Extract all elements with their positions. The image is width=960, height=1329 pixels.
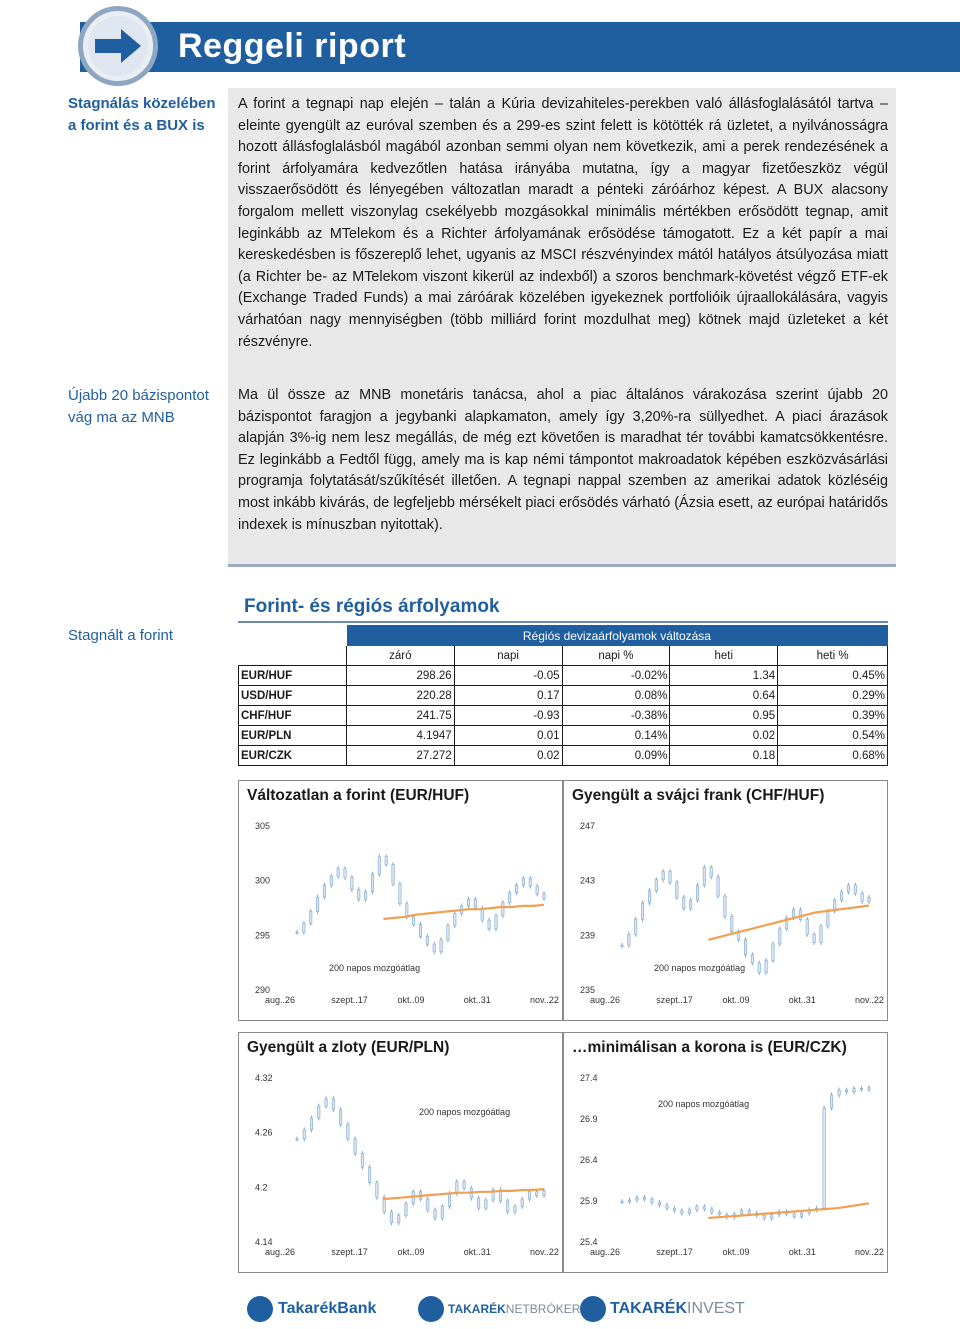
y-tick-label: 27.4: [580, 1073, 598, 1083]
price-candle: [378, 857, 380, 874]
price-candle: [303, 923, 305, 932]
price-candle: [748, 1211, 750, 1213]
y-tick-label: 25.9: [580, 1196, 598, 1206]
price-candle: [318, 1106, 320, 1118]
x-tick-label: szept..17: [331, 1247, 368, 1257]
price-candle: [635, 919, 637, 934]
brand-invest-b: INVEST: [687, 1300, 745, 1317]
chart-eur-huf: [238, 780, 563, 1021]
price-candle: [347, 1124, 349, 1139]
price-candle: [676, 882, 678, 897]
price-candle: [648, 891, 650, 903]
price-candle: [758, 963, 760, 973]
brand-netbroker-b: NETBRÓKER: [505, 1302, 581, 1316]
x-tick-label: okt..31: [788, 995, 816, 1005]
y-tick-label: 4.2: [255, 1182, 268, 1193]
price-candle: [390, 1212, 392, 1223]
x-tick-label: aug..26: [590, 1247, 621, 1257]
price-candle: [689, 900, 691, 908]
price-candle: [392, 864, 394, 884]
takarekbank-logo-icon: [247, 1296, 273, 1322]
y-tick-label: 295: [255, 930, 271, 941]
fx-header-cell: napi: [454, 646, 562, 666]
paragraph-1: A forint a tegnapi nap elején – talán a Kúria devizahiteles-perekben való állásfoglalásától tartva – eleinte gyengült az euróval szemben és a 299-es szint felett is kötötték rá üzletet, a nyilvánosságra hozott állásfoglalásból magából azonban semmi olyan nem következik, ami a perek rendezésének a forint árfolyamára kedvezőtlen hatása irányába mutatna, így a magyar fizetőeszköz végül visszaerősödött és lényegében változatlan maradt a pénteki záróárhoz képest. A BUX alacsony forgalom mellett viszonylag csekélyebb mozgásokkal minimális mértékben erősödött tegnap, amit leginkább az MTelekom és a Richter árfolyamának erősödése támogatott. Ez a két papír a mai kereskedésben is főszereplő lehet, ugyanis az MSCI részvényindex mától hatályos átsúlyozása miatt (a Richter be- az MTelekom viszont kikerül az indexből) a szoros benchmark-követést végző ETF-ek (Exchange Traded Funds) a mai záróárak közelében igyekeznek portfolióik újraallokálására, vagyis várhatóan nagy mennyiségben (több milliárd forint mozdulhat meg) kötnek majd üzleteket a két részvényre.: [238, 96, 888, 350]
price-candle: [744, 940, 746, 955]
y-tick-label: 239: [580, 930, 596, 941]
price-candle: [361, 1154, 363, 1168]
price-candle: [385, 857, 387, 865]
price-candle: [861, 893, 863, 901]
table-row: [239, 666, 888, 686]
price-candle: [628, 934, 630, 945]
price-candle: [827, 911, 829, 926]
x-tick-label: nov..22: [530, 1247, 559, 1257]
table-cell: 0.39%: [778, 706, 888, 726]
price-candle: [806, 919, 808, 934]
price-candle: [628, 1200, 630, 1202]
price-candle: [847, 885, 849, 892]
price-candle: [376, 1183, 378, 1198]
price-candle: [463, 1182, 465, 1188]
price-candle: [711, 1209, 713, 1212]
table-cell: -0.93: [454, 706, 562, 726]
price-candle: [434, 1210, 436, 1218]
brand-invest-a: TAKARÉK: [610, 1300, 688, 1317]
table-cell: 298.26: [346, 666, 454, 686]
price-candle: [621, 1202, 623, 1203]
table-cell: -0.05: [454, 666, 562, 686]
table-cell: 0.08%: [562, 686, 670, 706]
price-candle: [683, 897, 685, 908]
price-candle: [427, 1199, 429, 1210]
price-candle: [838, 1090, 840, 1095]
price-candle: [853, 1088, 855, 1091]
chart-title: Változatlan a forint (EUR/HUF): [247, 787, 470, 804]
price-candle: [662, 871, 664, 879]
x-tick-label: okt..09: [722, 995, 750, 1005]
price-candle: [406, 904, 408, 917]
arrow-logo-icon: [78, 6, 158, 86]
price-candle: [751, 955, 753, 963]
chart-title: Gyengült a svájci frank (CHF/HUF): [572, 787, 825, 804]
price-candle: [703, 1207, 705, 1209]
price-candle: [854, 885, 856, 893]
price-candle: [717, 877, 719, 896]
chart-plot: [564, 1033, 889, 1274]
price-candle: [710, 867, 712, 877]
price-candle: [673, 1208, 675, 1210]
x-tick-label: okt..31: [463, 995, 491, 1005]
price-candle: [344, 869, 346, 878]
y-tick-label: 4.26: [255, 1127, 273, 1138]
table-row: [239, 746, 888, 766]
price-candle: [447, 926, 449, 940]
currency-pair: EUR/CZK: [239, 746, 347, 766]
price-candle: [636, 1198, 638, 1200]
currency-pair: EUR/HUF: [239, 666, 347, 686]
price-candle: [536, 1192, 538, 1196]
price-candle: [543, 894, 545, 898]
price-candle: [358, 890, 360, 900]
price-candle: [351, 877, 353, 889]
price-candle: [765, 960, 767, 972]
price-candle: [488, 920, 490, 929]
price-candle: [454, 914, 456, 926]
y-tick-label: 4.32: [255, 1073, 273, 1083]
price-candle: [763, 1216, 765, 1218]
side-heading-1: Stagnálás közelében a forint és a BUX is: [68, 95, 216, 134]
price-candle: [651, 1199, 653, 1202]
brand-invest: [610, 1300, 745, 1318]
y-tick-label: 290: [255, 985, 271, 995]
price-candle: [399, 884, 401, 904]
table-cell: -0.38%: [562, 706, 670, 726]
chart-eur-czk: [563, 1032, 888, 1273]
x-tick-label: okt..31: [788, 1247, 816, 1257]
x-tick-label: nov..22: [530, 995, 559, 1005]
price-candle: [688, 1210, 690, 1213]
price-candle: [643, 1198, 645, 1200]
price-candle: [441, 1206, 443, 1218]
chart-plot: [239, 1033, 564, 1274]
price-candle: [813, 934, 815, 942]
price-candle: [845, 1090, 847, 1092]
fx-table: [238, 625, 888, 766]
side-heading-3: Stagnált a forint: [68, 627, 174, 644]
currency-pair: USD/HUF: [239, 686, 347, 706]
price-candle: [502, 903, 504, 916]
y-tick-label: 4.14: [255, 1237, 273, 1247]
table-cell: 1.34: [670, 666, 778, 686]
price-candle: [655, 880, 657, 891]
price-candle: [820, 926, 822, 942]
price-candle: [800, 1213, 802, 1216]
price-candle: [332, 1099, 334, 1110]
price-candle: [529, 879, 531, 887]
moving-average-label: 200 napos mozgóátlag: [419, 1107, 511, 1117]
section-title: Forint- és régiós árfolyamok: [244, 596, 500, 617]
price-candle: [528, 1192, 530, 1199]
fx-table-caption: Régiós devizaárfolyamok változása: [346, 626, 887, 646]
price-candle: [296, 932, 298, 933]
price-candle: [296, 1139, 298, 1140]
brand-netbroker-a: TAKARÉK: [448, 1302, 506, 1316]
fx-table-caption-row: [239, 626, 888, 646]
y-tick-label: 235: [580, 985, 596, 995]
price-candle: [536, 886, 538, 894]
x-tick-label: szept..17: [656, 1247, 693, 1257]
x-tick-label: okt..09: [397, 995, 425, 1005]
moving-average-line: [708, 1203, 869, 1218]
fx-table-header-row: [239, 646, 888, 666]
price-candle: [515, 885, 517, 893]
table-cell: 241.75: [346, 706, 454, 726]
price-candle: [474, 899, 476, 908]
price-candle: [681, 1211, 683, 1213]
price-candle: [669, 871, 671, 882]
brand-netbroker: [448, 1302, 580, 1316]
moving-average-label: 200 napos mozgóátlag: [329, 963, 421, 973]
price-candle: [310, 911, 312, 923]
price-candle: [696, 1207, 698, 1210]
price-candle: [339, 1110, 341, 1125]
chart-plot: [239, 781, 564, 1022]
chart-chf-huf: [563, 780, 888, 1021]
price-candle: [772, 944, 774, 960]
price-candle: [868, 1088, 870, 1090]
fx-header-cell: napi %: [562, 646, 670, 666]
price-candle: [731, 917, 733, 932]
y-tick-label: 243: [580, 875, 596, 886]
table-cell: 0.68%: [778, 746, 888, 766]
table-cell: 0.17: [454, 686, 562, 706]
chart-plot: [564, 781, 889, 1022]
price-candle: [521, 1199, 523, 1206]
price-candle: [830, 1095, 832, 1108]
price-candle: [325, 1099, 327, 1106]
report-title: Reggeli riport: [178, 27, 407, 65]
price-candle: [440, 940, 442, 952]
x-tick-label: okt..09: [722, 1247, 750, 1257]
price-candle: [779, 929, 781, 944]
table-cell: 0.45%: [778, 666, 888, 686]
price-candle: [658, 1202, 660, 1204]
price-candle: [860, 1088, 862, 1089]
fx-header-cell: heti: [670, 646, 778, 666]
y-tick-label: 25.4: [580, 1237, 598, 1247]
table-cell: 0.01: [454, 726, 562, 746]
price-candle: [337, 869, 339, 877]
price-candle: [793, 1214, 795, 1216]
price-candle: [703, 867, 705, 885]
table-row: [239, 726, 888, 746]
price-candle: [330, 876, 332, 885]
price-candle: [467, 899, 469, 906]
price-candle: [310, 1118, 312, 1130]
fx-header-cell: záró: [346, 646, 454, 666]
price-candle: [514, 1206, 516, 1211]
moving-average-label: 200 napos mozgóátlag: [654, 963, 746, 973]
price-candle: [316, 897, 318, 911]
table-cell: 0.09%: [562, 746, 670, 766]
invest-logo-icon: [580, 1296, 606, 1322]
moving-average-label: 200 napos mozgóátlag: [658, 1099, 750, 1109]
price-candle: [426, 937, 428, 945]
y-tick-label: 305: [255, 821, 271, 831]
chart-title: Gyengült a zloty (EUR/PLN): [247, 1039, 450, 1056]
chart-eur-pln: [238, 1032, 563, 1273]
brand-takarekbank: TakarékBank: [278, 1300, 377, 1317]
price-candle: [364, 892, 366, 900]
x-tick-label: szept..17: [656, 995, 693, 1005]
table-cell: 0.95: [670, 706, 778, 726]
price-candle: [770, 1215, 772, 1218]
price-candle: [433, 944, 435, 952]
table-cell: 0.02: [670, 726, 778, 746]
table-row: [239, 706, 888, 726]
price-candle: [477, 1198, 479, 1208]
table-cell: 0.18: [670, 746, 778, 766]
table-cell: 0.02: [454, 746, 562, 766]
price-candle: [303, 1130, 305, 1139]
table-row: [239, 686, 888, 706]
price-candle: [666, 1205, 668, 1208]
section-rule: [238, 621, 888, 623]
price-candle: [485, 1200, 487, 1208]
x-tick-label: aug..26: [265, 995, 296, 1005]
table-cell: 0.54%: [778, 726, 888, 746]
x-tick-label: szept..17: [331, 995, 368, 1005]
article-divider: [228, 564, 896, 567]
x-tick-label: nov..22: [855, 995, 884, 1005]
price-candle: [621, 945, 623, 946]
price-candle: [718, 1212, 720, 1214]
price-candle: [868, 897, 870, 901]
table-cell: 0.29%: [778, 686, 888, 706]
price-candle: [323, 885, 325, 897]
price-candle: [840, 892, 842, 900]
table-cell: -0.02%: [562, 666, 670, 686]
price-candle: [419, 924, 421, 936]
x-tick-label: aug..26: [265, 1247, 296, 1257]
price-candle: [368, 1167, 370, 1182]
price-candle: [543, 1191, 545, 1196]
price-candle: [354, 1139, 356, 1154]
price-candle: [641, 903, 643, 919]
table-cell: 220.28: [346, 686, 454, 706]
price-candle: [405, 1204, 407, 1216]
chart-title: …minimálisan a korona is (EUR/CZK): [572, 1039, 847, 1056]
y-tick-label: 26.9: [580, 1114, 598, 1124]
side-heading-2: Újabb 20 bázispontot vág ma az MNB: [68, 387, 209, 426]
price-candle: [696, 885, 698, 900]
table-cell: 0.14%: [562, 726, 670, 746]
price-candle: [371, 874, 373, 891]
y-tick-label: 300: [255, 875, 271, 886]
price-candle: [506, 1201, 508, 1212]
price-candle: [508, 893, 510, 903]
price-candle: [448, 1194, 450, 1207]
table-cell: 0.64: [670, 686, 778, 706]
price-candle: [398, 1215, 400, 1222]
y-tick-label: 26.4: [580, 1155, 598, 1165]
price-candle: [412, 917, 414, 925]
table-cell: 4.1947: [346, 726, 454, 746]
price-candle: [823, 1108, 825, 1208]
x-tick-label: nov..22: [855, 1247, 884, 1257]
currency-pair: EUR/PLN: [239, 726, 347, 746]
price-candle: [799, 910, 801, 920]
netbroker-logo-icon: [418, 1296, 444, 1322]
paragraph-2: Ma ül össze az MNB monetáris tanácsa, ahol a piac általános várakozása szerint újabb 20 bázispontot faragjon a jegybanki alapkamaton, amely így 3,20%-ra süllyedhet. A piaci árazások alapján 3%-ig nem lesz megállás, de még ezt követően is maradhat tér további kamatcsökkentésre. Ez leginkább a Fedtől függ, amely ma is kap némi támpontot makroadatok képében eszközvásárlási programja folytatását/szűkítését illetően. A tegnapi nappal szemben az amerikai adatok közléséig most inkább kivárás, de legfeljebb mérsékelt piaci erősödés várható (Ázsia esett, az európai határidős indexek is mínuszban nyitottak).: [238, 387, 888, 533]
x-tick-label: aug..26: [590, 995, 621, 1005]
price-candle: [741, 1211, 743, 1214]
y-tick-label: 247: [580, 821, 596, 831]
footer-logos: [0, 1290, 960, 1326]
currency-pair: CHF/HUF: [239, 706, 347, 726]
table-cell: 27.272: [346, 746, 454, 766]
price-candle: [522, 879, 524, 886]
x-tick-label: okt..31: [463, 1247, 491, 1257]
fx-header-cell: heti %: [778, 646, 888, 666]
x-tick-label: okt..09: [397, 1247, 425, 1257]
price-candle: [495, 916, 497, 929]
price-candle: [724, 896, 726, 917]
